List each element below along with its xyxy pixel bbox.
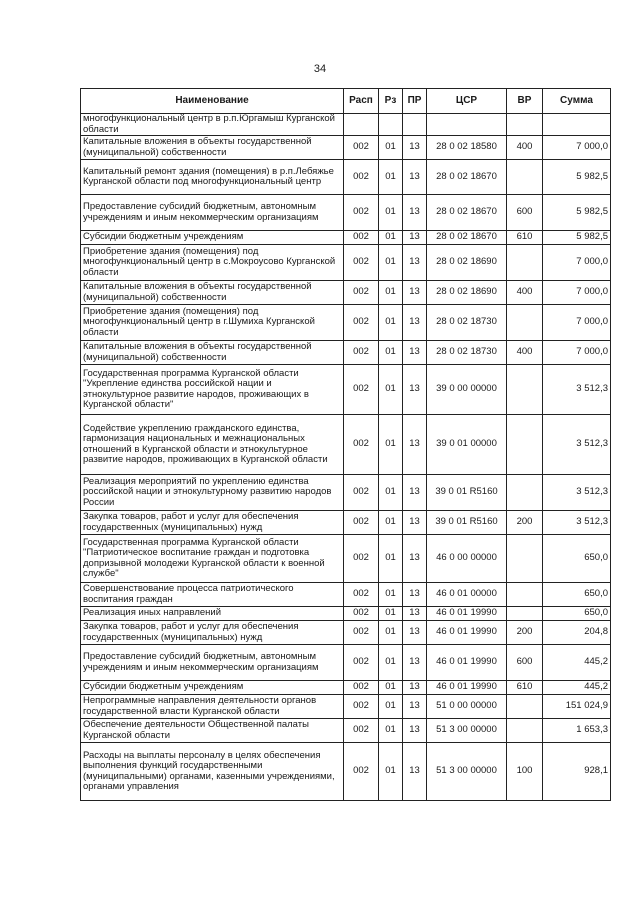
cell-rz: 01 xyxy=(379,719,403,743)
table-row xyxy=(81,245,611,281)
cell-vr xyxy=(507,475,543,511)
cell-csr: 51 3 00 00000 xyxy=(427,743,507,801)
cell-rz: 01 xyxy=(379,305,403,341)
cell-rz: 01 xyxy=(379,415,403,475)
cell-csr: 39 0 00 00000 xyxy=(427,365,507,415)
cell-vr: 100 xyxy=(507,743,543,801)
cell-rz xyxy=(379,114,403,136)
cell-rasp: 002 xyxy=(344,415,379,475)
cell-pr: 13 xyxy=(403,621,427,645)
cell-sum: 151 024,9 xyxy=(543,695,611,719)
cell-sum: 7 000,0 xyxy=(543,245,611,281)
cell-rasp: 002 xyxy=(344,136,379,160)
cell-csr: 46 0 01 19990 xyxy=(427,607,507,621)
header-rasp: Расп xyxy=(344,89,379,114)
table-row xyxy=(81,743,611,801)
cell-pr: 13 xyxy=(403,245,427,281)
cell-rasp: 002 xyxy=(344,621,379,645)
cell-sum: 204,8 xyxy=(543,621,611,645)
cell-name: Приобретение здания (помещения) под многофункциональный центр в с.Мокроусово Курганской области xyxy=(81,245,344,281)
header-rz: Рз xyxy=(379,89,403,114)
cell-sum: 445,2 xyxy=(543,645,611,681)
cell-csr: 46 0 01 19990 xyxy=(427,645,507,681)
cell-pr xyxy=(403,114,427,136)
cell-name: Реализация мероприятий по укреплению единства российской нации и этнокультурному развитию народов России xyxy=(81,475,344,511)
table-row xyxy=(81,535,611,583)
cell-pr: 13 xyxy=(403,511,427,535)
cell-rz: 01 xyxy=(379,245,403,281)
cell-vr xyxy=(507,719,543,743)
cell-vr xyxy=(507,365,543,415)
table-row xyxy=(81,645,611,681)
cell-sum: 5 982,5 xyxy=(543,195,611,231)
cell-rz: 01 xyxy=(379,607,403,621)
cell-rasp: 002 xyxy=(344,681,379,695)
cell-pr: 13 xyxy=(403,281,427,305)
cell-rz: 01 xyxy=(379,195,403,231)
cell-rasp: 002 xyxy=(344,583,379,607)
cell-vr: 610 xyxy=(507,681,543,695)
cell-pr: 13 xyxy=(403,305,427,341)
cell-name: Капитальные вложения в объекты государственной (муниципальной) собственности xyxy=(81,136,344,160)
cell-vr xyxy=(507,583,543,607)
table-row xyxy=(81,719,611,743)
cell-name: Капитальные вложения в объекты государственной (муниципальной) собственности xyxy=(81,341,344,365)
cell-rasp: 002 xyxy=(344,341,379,365)
cell-rasp: 002 xyxy=(344,231,379,245)
cell-rasp: 002 xyxy=(344,305,379,341)
cell-csr: 51 0 00 00000 xyxy=(427,695,507,719)
cell-csr: 46 0 01 00000 xyxy=(427,583,507,607)
cell-pr: 13 xyxy=(403,645,427,681)
cell-pr: 13 xyxy=(403,195,427,231)
cell-pr: 13 xyxy=(403,136,427,160)
cell-name: Субсидии бюджетным учреждениям xyxy=(81,231,344,245)
cell-sum: 3 512,3 xyxy=(543,511,611,535)
cell-name: Закупка товаров, работ и услуг для обеспечения государственных (муниципальных) нужд xyxy=(81,511,344,535)
cell-sum: 650,0 xyxy=(543,583,611,607)
cell-pr: 13 xyxy=(403,719,427,743)
cell-name: Обеспечение деятельности Общественной палаты Курганской области xyxy=(81,719,344,743)
header-csr: ЦСР xyxy=(427,89,507,114)
cell-rasp: 002 xyxy=(344,535,379,583)
cell-sum: 7 000,0 xyxy=(543,136,611,160)
table-row xyxy=(81,195,611,231)
table-row xyxy=(81,621,611,645)
cell-name: Приобретение здания (помещения) под многофункциональный центр в г.Шумиха Курганской области xyxy=(81,305,344,341)
cell-rz: 01 xyxy=(379,621,403,645)
cell-rz: 01 xyxy=(379,695,403,719)
cell-rz: 01 xyxy=(379,160,403,195)
cell-pr: 13 xyxy=(403,365,427,415)
cell-csr: 28 0 02 18580 xyxy=(427,136,507,160)
table-row xyxy=(81,231,611,245)
cell-vr: 610 xyxy=(507,231,543,245)
cell-csr: 46 0 01 19990 xyxy=(427,621,507,645)
table-row xyxy=(81,695,611,719)
cell-sum: 445,2 xyxy=(543,681,611,695)
cell-rasp: 002 xyxy=(344,511,379,535)
cell-name: Капитальные вложения в объекты государственной (муниципальной) собственности xyxy=(81,281,344,305)
cell-rasp: 002 xyxy=(344,607,379,621)
cell-csr: 46 0 00 00000 xyxy=(427,535,507,583)
table-row xyxy=(81,281,611,305)
cell-rz: 01 xyxy=(379,743,403,801)
cell-csr: 28 0 02 18670 xyxy=(427,160,507,195)
cell-rz: 01 xyxy=(379,535,403,583)
cell-sum: 1 653,3 xyxy=(543,719,611,743)
cell-rz: 01 xyxy=(379,365,403,415)
cell-name: Закупка товаров, работ и услуг для обеспечения государственных (муниципальных) нужд xyxy=(81,621,344,645)
cell-csr xyxy=(427,114,507,136)
page-number: 34 xyxy=(313,63,327,75)
cell-vr xyxy=(507,160,543,195)
cell-rz: 01 xyxy=(379,645,403,681)
cell-pr: 13 xyxy=(403,415,427,475)
cell-pr: 13 xyxy=(403,231,427,245)
cell-vr xyxy=(507,245,543,281)
cell-rasp: 002 xyxy=(344,645,379,681)
cell-sum: 3 512,3 xyxy=(543,415,611,475)
table-header-row xyxy=(81,89,611,114)
table-row xyxy=(81,365,611,415)
header-name: Наименование xyxy=(81,89,344,114)
cell-pr: 13 xyxy=(403,695,427,719)
cell-rasp: 002 xyxy=(344,695,379,719)
cell-rz: 01 xyxy=(379,341,403,365)
cell-sum: 7 000,0 xyxy=(543,341,611,365)
table-row xyxy=(81,475,611,511)
table-row xyxy=(81,511,611,535)
cell-name: Совершенствование процесса патриотического воспитания граждан xyxy=(81,583,344,607)
cell-rasp: 002 xyxy=(344,160,379,195)
cell-rz: 01 xyxy=(379,281,403,305)
cell-vr: 400 xyxy=(507,341,543,365)
cell-sum: 5 982,5 xyxy=(543,231,611,245)
cell-rasp: 002 xyxy=(344,245,379,281)
cell-name: Расходы на выплаты персоналу в целях обеспечения выполнения функций государственными (муниципальными) органами, казенными учреждениями, органами управления xyxy=(81,743,344,801)
cell-name: Государственная программа Курганской области "Укрепление единства российской нации и этнокультурное развитие народов, проживающих в Курганской области" xyxy=(81,365,344,415)
cell-vr: 400 xyxy=(507,281,543,305)
cell-csr: 39 0 01 R5160 xyxy=(427,475,507,511)
cell-csr: 51 3 00 00000 xyxy=(427,719,507,743)
cell-csr: 28 0 02 18730 xyxy=(427,305,507,341)
cell-rasp xyxy=(344,114,379,136)
cell-rasp: 002 xyxy=(344,719,379,743)
cell-vr xyxy=(507,415,543,475)
table-row xyxy=(81,160,611,195)
cell-name: Реализация иных направлений xyxy=(81,607,344,621)
cell-vr: 400 xyxy=(507,136,543,160)
cell-vr xyxy=(507,305,543,341)
cell-csr: 28 0 02 18690 xyxy=(427,245,507,281)
cell-vr xyxy=(507,607,543,621)
cell-pr: 13 xyxy=(403,160,427,195)
cell-rz: 01 xyxy=(379,231,403,245)
cell-vr xyxy=(507,114,543,136)
cell-rasp: 002 xyxy=(344,195,379,231)
cell-vr: 200 xyxy=(507,511,543,535)
cell-csr: 39 0 01 R5160 xyxy=(427,511,507,535)
cell-name: Предоставление субсидий бюджетным, автономным учреждениям и иным некоммерческим организациям xyxy=(81,195,344,231)
cell-rz: 01 xyxy=(379,475,403,511)
cell-vr xyxy=(507,535,543,583)
table-row xyxy=(81,583,611,607)
cell-name: Субсидии бюджетным учреждениям xyxy=(81,681,344,695)
cell-csr: 46 0 01 19990 xyxy=(427,681,507,695)
cell-sum xyxy=(543,114,611,136)
cell-csr: 28 0 02 18670 xyxy=(427,195,507,231)
cell-name: Содействие укреплению гражданского единства, гармонизация национальных и межнациональных отношений в Курганской области и этнокультурное развитие народов, проживающих в Курганской области xyxy=(81,415,344,475)
cell-pr: 13 xyxy=(403,743,427,801)
header-sum: Сумма xyxy=(543,89,611,114)
header-vr: ВР xyxy=(507,89,543,114)
cell-vr xyxy=(507,695,543,719)
cell-csr: 39 0 01 00000 xyxy=(427,415,507,475)
cell-rasp: 002 xyxy=(344,365,379,415)
cell-vr: 600 xyxy=(507,195,543,231)
cell-vr: 200 xyxy=(507,621,543,645)
cell-rz: 01 xyxy=(379,583,403,607)
cell-pr: 13 xyxy=(403,535,427,583)
cell-vr: 600 xyxy=(507,645,543,681)
table-row xyxy=(81,114,611,136)
cell-name: Предоставление субсидий бюджетным, автономным учреждениям и иным некоммерческим организациям xyxy=(81,645,344,681)
cell-name: Государственная программа Курганской области "Патриотическое воспитание граждан и подготовка допризывной молодежи Курганской области к военной службе" xyxy=(81,535,344,583)
cell-sum: 3 512,3 xyxy=(543,475,611,511)
cell-pr: 13 xyxy=(403,583,427,607)
cell-sum: 650,0 xyxy=(543,535,611,583)
cell-rz: 01 xyxy=(379,136,403,160)
cell-pr: 13 xyxy=(403,607,427,621)
cell-pr: 13 xyxy=(403,341,427,365)
cell-sum: 650,0 xyxy=(543,607,611,621)
cell-pr: 13 xyxy=(403,475,427,511)
cell-sum: 3 512,3 xyxy=(543,365,611,415)
cell-sum: 928,1 xyxy=(543,743,611,801)
cell-csr: 28 0 02 18670 xyxy=(427,231,507,245)
cell-rz: 01 xyxy=(379,681,403,695)
cell-sum: 7 000,0 xyxy=(543,281,611,305)
cell-rz: 01 xyxy=(379,511,403,535)
table-row xyxy=(81,415,611,475)
cell-pr: 13 xyxy=(403,681,427,695)
cell-name: Непрограммные направления деятельности органов государственной власти Курганской области xyxy=(81,695,344,719)
cell-rasp: 002 xyxy=(344,475,379,511)
cell-name: Капитальный ремонт здания (помещения) в р.п.Лебяжье Курганской области под многофункциональный центр xyxy=(81,160,344,195)
table-body xyxy=(81,114,611,801)
cell-rasp: 002 xyxy=(344,281,379,305)
table-row xyxy=(81,341,611,365)
table-row xyxy=(81,136,611,160)
table-row xyxy=(81,607,611,621)
table-row xyxy=(81,305,611,341)
cell-rasp: 002 xyxy=(344,743,379,801)
cell-sum: 7 000,0 xyxy=(543,305,611,341)
header-pr: ПР xyxy=(403,89,427,114)
cell-csr: 28 0 02 18690 xyxy=(427,281,507,305)
table-row xyxy=(81,681,611,695)
cell-name: многофункциональный центр в р.п.Юргамыш Курганской области xyxy=(81,114,344,136)
budget-table xyxy=(80,88,611,801)
cell-csr: 28 0 02 18730 xyxy=(427,341,507,365)
cell-sum: 5 982,5 xyxy=(543,160,611,195)
